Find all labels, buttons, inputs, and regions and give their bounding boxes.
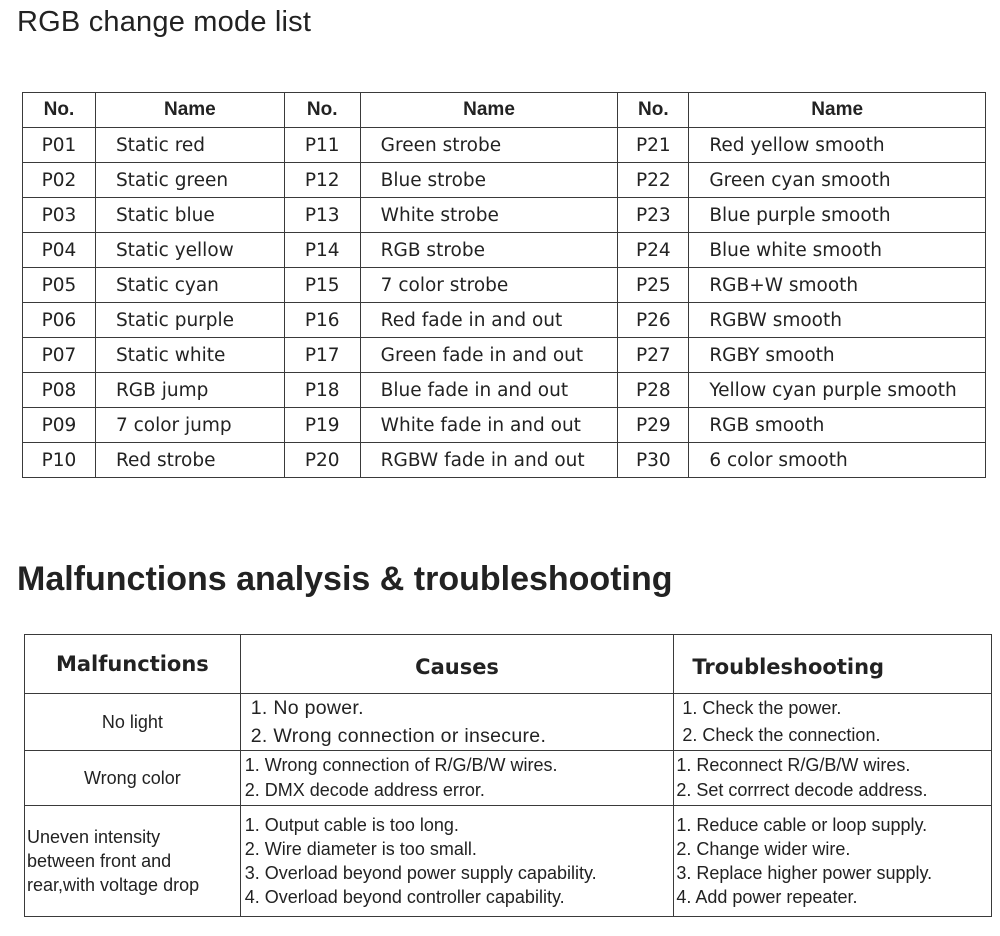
fix-line: 4. Add power repeater. — [676, 887, 858, 907]
header-no-3: No. — [618, 93, 689, 128]
mode-number: P13 — [284, 198, 360, 233]
fix-line: 2. Set corrrect decode address. — [676, 780, 928, 800]
mode-number: P20 — [284, 443, 360, 478]
cause-line: 1. Output cable is too long. — [244, 815, 459, 835]
malfunction-line: No light — [101, 711, 163, 732]
mode-number: P15 — [284, 268, 360, 303]
mode-name: 7 color jump — [95, 408, 284, 443]
mode-number: P04 — [23, 233, 96, 268]
mode-name: Red strobe — [95, 443, 284, 478]
malfunction-line: between front and — [27, 851, 172, 871]
cause-line: 3. Overload beyond power supply capability. — [244, 863, 597, 883]
trouble-row — [25, 806, 992, 917]
mode-table-header-row — [23, 93, 986, 128]
mode-number: P18 — [284, 373, 360, 408]
fixes-cell — [674, 806, 992, 917]
mode-name: Red fade in and out — [360, 303, 618, 338]
mode-name: Blue purple smooth — [689, 198, 986, 233]
trouble-table-header-row — [25, 635, 992, 694]
mode-number: P26 — [618, 303, 689, 338]
header-causes: Causes — [240, 635, 674, 694]
mode-name: Green strobe — [360, 128, 618, 163]
fix-line: 1. Check the power. — [682, 698, 842, 718]
mode-name: White fade in and out — [360, 408, 618, 443]
mode-number: P23 — [618, 198, 689, 233]
mode-number: P05 — [23, 268, 96, 303]
malfunction-line: Uneven intensity — [27, 827, 161, 847]
mode-row — [23, 233, 986, 268]
mode-row — [23, 443, 986, 478]
trouble-row — [25, 751, 992, 806]
mode-name: RGBW fade in and out — [360, 443, 618, 478]
mode-name: Static cyan — [95, 268, 284, 303]
mode-number: P27 — [618, 338, 689, 373]
mode-number: P28 — [618, 373, 689, 408]
mode-row — [23, 128, 986, 163]
mode-name: Blue strobe — [360, 163, 618, 198]
mode-row — [23, 163, 986, 198]
mode-name: RGB strobe — [360, 233, 618, 268]
causes-cell — [240, 694, 674, 751]
header-no-2: No. — [284, 93, 360, 128]
mode-number: P11 — [284, 128, 360, 163]
mode-number: P22 — [618, 163, 689, 198]
mode-number: P21 — [618, 128, 689, 163]
mode-name: Static purple — [95, 303, 284, 338]
mode-name: RGBY smooth — [689, 338, 986, 373]
mode-row — [23, 338, 986, 373]
mode-row — [23, 408, 986, 443]
mode-list-title: RGB change mode list — [17, 6, 312, 38]
mode-name: White strobe — [360, 198, 618, 233]
mode-number: P24 — [618, 233, 689, 268]
mode-name: Green cyan smooth — [689, 163, 986, 198]
mode-number: P25 — [618, 268, 689, 303]
mode-number: P17 — [284, 338, 360, 373]
mode-number: P30 — [618, 443, 689, 478]
fix-line: 1. Reduce cable or loop supply. — [676, 815, 928, 835]
troubleshooting-title: Malfunctions analysis & troubleshooting — [17, 560, 673, 598]
mode-name: Static yellow — [95, 233, 284, 268]
malfunction-line: rear,with voltage drop — [27, 875, 200, 895]
causes-cell — [240, 751, 674, 806]
mode-name: Blue white smooth — [689, 233, 986, 268]
mode-number: P06 — [23, 303, 96, 338]
mode-name: Green fade in and out — [360, 338, 618, 373]
cause-line: 4. Overload beyond controller capability. — [244, 887, 565, 907]
mode-number: P09 — [23, 408, 96, 443]
mode-row — [23, 373, 986, 408]
mode-name: RGBW smooth — [689, 303, 986, 338]
header-name-2: Name — [360, 93, 618, 128]
mode-number: P07 — [23, 338, 96, 373]
malfunction-cell — [25, 806, 241, 917]
malfunction-cell — [25, 751, 241, 806]
header-malfunctions: Malfunctions — [25, 635, 241, 694]
header-name-3: Name — [689, 93, 986, 128]
fix-line: 3. Replace higher power supply. — [676, 863, 933, 883]
mode-number: P14 — [284, 233, 360, 268]
mode-list-table — [22, 92, 986, 478]
mode-number: P19 — [284, 408, 360, 443]
header-no-1: No. — [23, 93, 96, 128]
malfunction-line: Wrong color — [84, 767, 181, 788]
mode-name: Static white — [95, 338, 284, 373]
mode-name: 7 color strobe — [360, 268, 618, 303]
mode-name: 6 color smooth — [689, 443, 986, 478]
mode-number: P10 — [23, 443, 96, 478]
cause-line: 1. Wrong connection of R/G/B/W wires. — [244, 755, 558, 775]
mode-number: P01 — [23, 128, 96, 163]
cause-line: 2. Wrong connection or insecure. — [250, 725, 547, 747]
malfunction-cell — [25, 694, 241, 751]
mode-name: Static blue — [95, 198, 284, 233]
mode-number: P29 — [618, 408, 689, 443]
mode-number: P16 — [284, 303, 360, 338]
mode-row — [23, 268, 986, 303]
mode-number: P08 — [23, 373, 96, 408]
fix-line: 2. Check the connection. — [682, 725, 881, 745]
mode-number: P02 — [23, 163, 96, 198]
mode-row — [23, 198, 986, 233]
mode-row — [23, 303, 986, 338]
cause-line: 2. DMX decode address error. — [244, 780, 485, 800]
header-name-1: Name — [95, 93, 284, 128]
mode-number: P03 — [23, 198, 96, 233]
header-troubleshooting: Troubleshooting — [674, 635, 992, 694]
mode-number: P12 — [284, 163, 360, 198]
mode-name: Static green — [95, 163, 284, 198]
causes-cell — [240, 806, 674, 917]
trouble-row — [25, 694, 992, 751]
fixes-cell — [674, 694, 992, 751]
fixes-cell — [674, 751, 992, 806]
cause-line: 1. No power. — [250, 697, 364, 719]
mode-name: RGB+W smooth — [689, 268, 986, 303]
mode-name: Blue fade in and out — [360, 373, 618, 408]
mode-name: Red yellow smooth — [689, 128, 986, 163]
fix-line: 2. Change wider wire. — [676, 839, 851, 859]
cause-line: 2. Wire diameter is too small. — [244, 839, 477, 859]
mode-name: RGB smooth — [689, 408, 986, 443]
mode-name: RGB jump — [95, 373, 284, 408]
mode-name: Yellow cyan purple smooth — [689, 373, 986, 408]
mode-name: Static red — [95, 128, 284, 163]
fix-line: 1. Reconnect R/G/B/W wires. — [676, 755, 911, 775]
troubleshooting-table — [24, 634, 992, 917]
